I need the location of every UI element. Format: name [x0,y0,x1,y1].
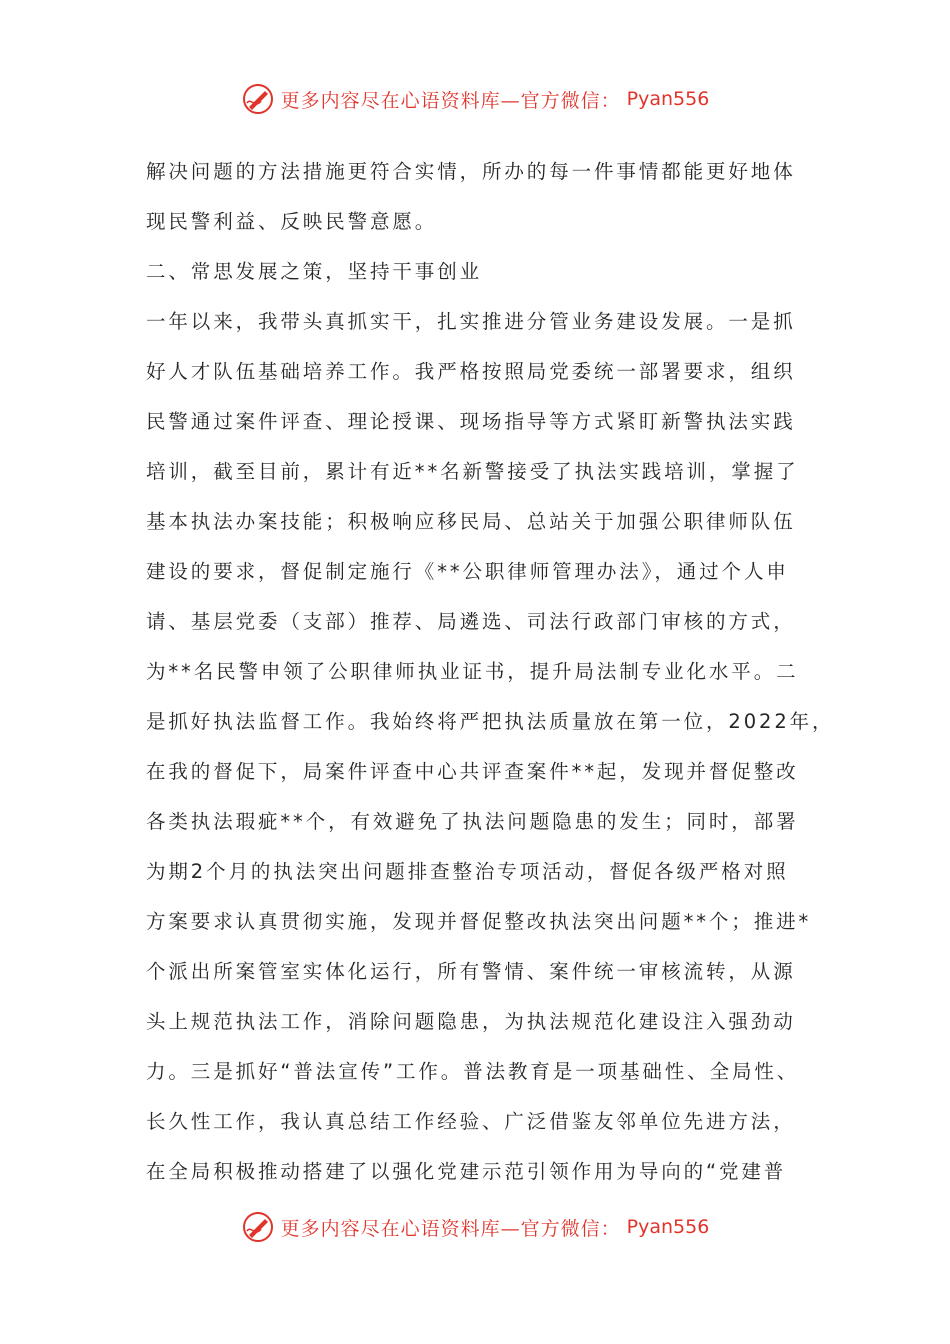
watermark-text: 更多内容尽在心语资料库—官方微信： [280,1217,621,1240]
text-line: 各类执法瑕疵**个，有效避免了执法问题隐患的发生；同时，部署 [146,810,799,833]
text-line: 一年以来，我带头真抓实干，扎实推进分管业务建设发展。一是抓 [146,310,796,333]
text-line: 基本执法办案技能；积极响应移民局、总站关于加强公职律师队伍 [146,510,796,533]
text-line: 是抓好执法监督工作。我始终将严把执法质量放在第一位，2022年， [146,710,835,733]
watermark-text: 更多内容尽在心语资料库—官方微信： [280,89,621,112]
text-line: 方案要求认真贯彻实施，发现并督促整改执法突出问题**个；推进* [146,910,812,933]
watermark-banner [241,1210,710,1244]
document-body [146,147,835,1197]
text-line: 头上规范执法工作，消除问题隐患，为执法规范化建设注入强劲动 [146,1010,796,1033]
pen-logo-icon [241,82,275,116]
text-line: 力。三是抓好“普法宣传”工作。普法教育是一项基础性、全局性、 [146,1060,800,1083]
text-line: 为**名民警申领了公职律师执业证书，提升局法制专业化水平。二 [146,660,799,683]
text-line: 在我的督促下，局案件评查中心共评查案件**起，发现并督促整改 [146,760,799,783]
text-line: 解决问题的方法措施更符合实情，所办的每一件事情都能更好地体 [146,160,796,183]
watermark-footer [0,1210,950,1248]
text-line: 建设的要求，督促制定施行《**公职律师管理办法》，通过个人申 [146,560,789,583]
section-heading: 二、常思发展之策，坚持干事创业 [146,260,483,283]
text-line: 长久性工作，我认真总结工作经验、广泛借鉴友邻单位先进方法， [146,1110,796,1133]
watermark-banner [241,82,710,116]
watermark-header [0,82,950,120]
text-line: 好人才队伍基础培养工作。我严格按照局党委统一部署要求，组织 [146,360,796,383]
text-line: 现民警利益、反映民警意愿。 [146,210,438,233]
wechat-id: Pyan556 [626,1216,710,1238]
text-line: 个派出所案管室实体化运行，所有警情、案件统一审核流转，从源 [146,960,796,983]
text-line: 培训，截至目前，累计有近**名新警接受了执法实践培训，掌握了 [146,460,799,483]
text-line: 请、基层党委（支部）推荐、局遴选、司法行政部门审核的方式， [146,610,796,633]
wechat-id: Pyan556 [626,88,710,110]
text-line: 为期2个月的执法突出问题排查整治专项活动，督促各级严格对照 [146,860,789,883]
pen-logo-icon [241,1210,275,1244]
text-line: 民警通过案件评查、理论授课、现场指导等方式紧盯新警执法实践 [146,410,796,433]
text-line: 在全局积极推动搭建了以强化党建示范引领作用为导向的“党建普 [146,1160,787,1183]
